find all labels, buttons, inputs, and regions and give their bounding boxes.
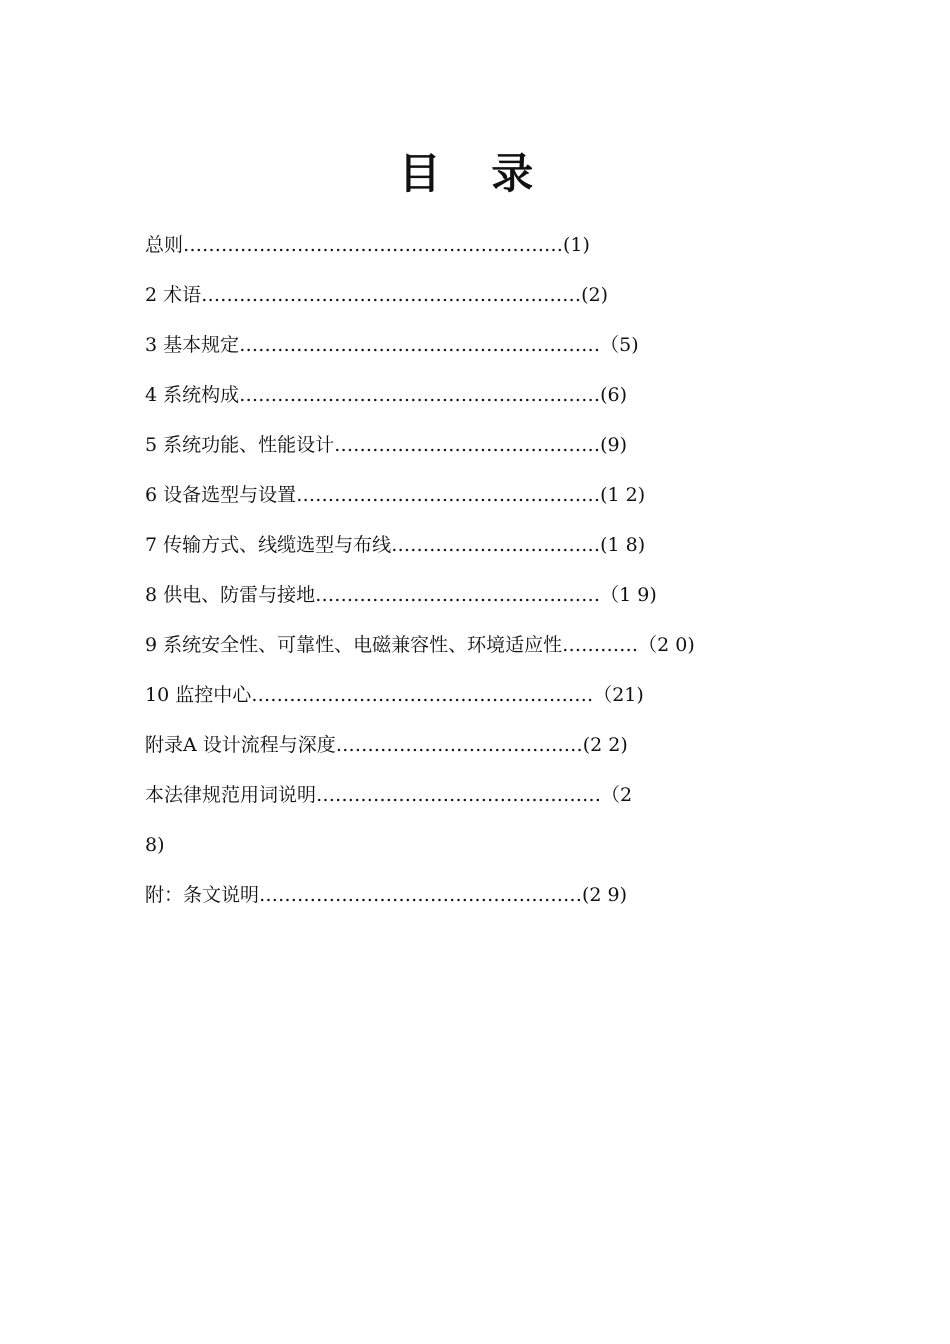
toc-entry-wording-explanation-wrap: 8): [145, 834, 165, 856]
toc-entry-terms[interactable]: 2 术语……………………………………………………(2): [145, 284, 609, 306]
toc-entry-clause-explanation[interactable]: 附：条文说明……………………………………………(2 9): [145, 884, 628, 906]
toc-entry-equipment-selection[interactable]: 6 设备选型与设置…………………………………………(1 2): [145, 484, 646, 506]
toc-entry-function-performance[interactable]: 5 系统功能、性能设计……………………………………(9): [145, 434, 628, 456]
toc-entry-wording-explanation[interactable]: 本法律规范用词说明………………………………………（2: [145, 784, 633, 806]
toc-entry-transmission-cabling[interactable]: 7 传输方式、线缆选型与布线……………………………(1 8): [145, 534, 646, 556]
toc-entry-basic-rules[interactable]: 3 基本规定…………………………………………………（5): [145, 334, 639, 356]
toc-entry-appendix-a[interactable]: 附录A 设计流程与深度…………………………………(2 2): [145, 734, 628, 756]
toc-entry-monitoring-center[interactable]: 10 监控中心………………………………………………（21): [145, 684, 644, 706]
toc-entry-safety-reliability[interactable]: 9 系统安全性、可靠性、电磁兼容性、环境适应性…………（2 0): [145, 634, 695, 656]
page-title: 目 录: [398, 149, 552, 198]
toc-entry-power-lightning-grounding[interactable]: 8 供电、防雷与接地………………………………………（1 9): [145, 584, 657, 606]
toc-entry-system-composition[interactable]: 4 系统构成…………………………………………………(6): [145, 384, 628, 406]
toc-entry-general[interactable]: 总则……………………………………………………(1): [145, 234, 590, 256]
table-of-contents: [145, 230, 825, 930]
